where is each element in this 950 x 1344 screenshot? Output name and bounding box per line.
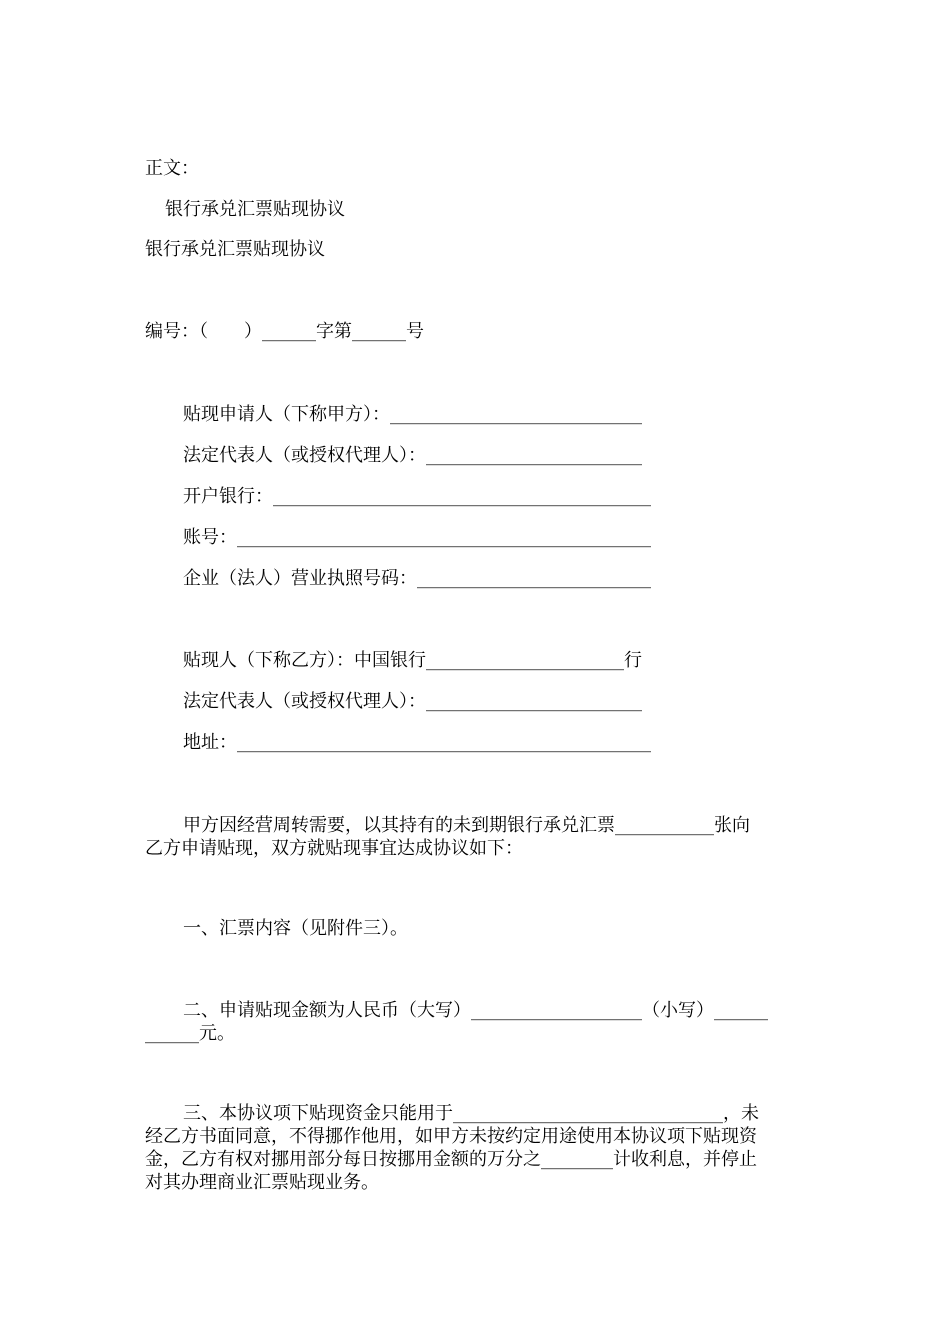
- applicant-field: 贴现申请人（下称甲方）：____________________________: [183, 404, 642, 425]
- clause-3-line-3: 金，乙方有权对挪用部分每日按挪用金额的万分之________计收利息，并停止: [145, 1149, 757, 1170]
- intro-line-1: 甲方因经营周转需要，以其持有的未到期银行承兑汇票___________张向: [183, 815, 750, 836]
- intro-line-2: 乙方申请贴现，双方就贴现事宜达成协议如下：: [145, 838, 523, 859]
- account-field: 账号：______________________________________________: [183, 527, 651, 548]
- clause-1: 一、汇票内容（见附件三）。: [183, 918, 408, 939]
- title-indented: 银行承兑汇票贴现协议: [165, 199, 345, 220]
- document-title: 银行承兑汇票贴现协议: [145, 239, 325, 260]
- heading-label: 正文：: [145, 158, 199, 179]
- number-line: 编号：（ ）______字第______号: [145, 321, 424, 342]
- address-field: 地址：______________________________________________: [183, 732, 651, 753]
- license-field: 企业（法人）营业执照号码：__________________________: [183, 568, 651, 589]
- clause-3-line-4: 对其办理商业汇票贴现业务。: [145, 1172, 379, 1193]
- clause-2-line-2: ______元。: [145, 1023, 235, 1044]
- clause-3-line-2: 经乙方书面同意，不得挪作他用，如甲方未按约定用途使用本协议项下贴现资: [145, 1126, 757, 1147]
- clause-2-line-1: 二、申请贴现金额为人民币（大写）___________________（小写）______: [183, 1000, 768, 1021]
- party-b-legal-rep-field: 法定代表人（或授权代理人）：________________________: [183, 691, 642, 712]
- bank-field: 开户银行：__________________________________________: [183, 486, 651, 507]
- party-a-legal-rep-field: 法定代表人（或授权代理人）：________________________: [183, 445, 642, 466]
- clause-3-line-1: 三、本协议项下贴现资金只能用于______________________________，未: [183, 1103, 759, 1124]
- discounter-field: 贴现人（下称乙方）：中国银行______________________行: [183, 650, 642, 671]
